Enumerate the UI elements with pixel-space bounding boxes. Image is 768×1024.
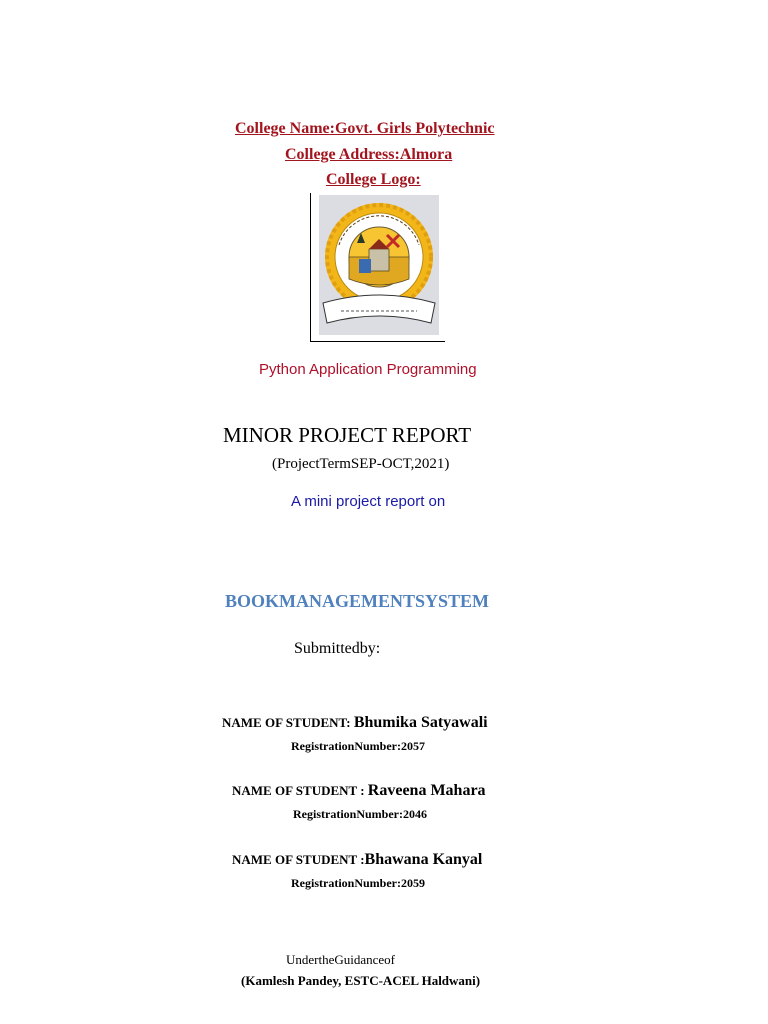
student-entry bbox=[232, 782, 486, 800]
logo-frame bbox=[310, 193, 445, 342]
registration-number: RegistrationNumber:2046 bbox=[293, 807, 427, 821]
student-name: Bhumika Satyawali bbox=[353, 714, 488, 731]
submitted-by-label: Submittedby: bbox=[294, 640, 381, 657]
college-seal-icon bbox=[319, 195, 439, 335]
college-logo-label: College Logo: bbox=[326, 171, 421, 188]
student-entry bbox=[232, 851, 482, 869]
report-title: MINOR PROJECT REPORT bbox=[223, 423, 472, 447]
registration-number: RegistrationNumber:2057 bbox=[291, 739, 425, 753]
report-intro: A mini project report on bbox=[291, 493, 446, 510]
student-name: Raveena Mahara bbox=[367, 782, 486, 799]
student-entry bbox=[222, 714, 488, 732]
college-name: College Name:Govt. Girls Polytechnic bbox=[235, 120, 495, 137]
guidance-label: UndertheGuidanceof bbox=[286, 952, 396, 967]
subject-title: Python Application Programming bbox=[259, 361, 477, 378]
college-address: College Address:Almora bbox=[285, 146, 453, 163]
student-label: NAME OF STUDENT : bbox=[232, 852, 365, 867]
registration-number: RegistrationNumber:2059 bbox=[291, 876, 425, 890]
project-name: BOOKMANAGEMENTSYSTEM bbox=[225, 591, 490, 611]
student-label: NAME OF STUDENT: bbox=[222, 715, 354, 730]
project-term: (ProjectTermSEP-OCT,2021) bbox=[272, 456, 450, 472]
student-name: Bhawana Kanyal bbox=[364, 851, 483, 868]
guide-name: (Kamlesh Pandey, ESTC-ACEL Haldwani) bbox=[241, 973, 481, 988]
student-label: NAME OF STUDENT : bbox=[232, 783, 368, 798]
college-seal-logo bbox=[319, 195, 439, 335]
